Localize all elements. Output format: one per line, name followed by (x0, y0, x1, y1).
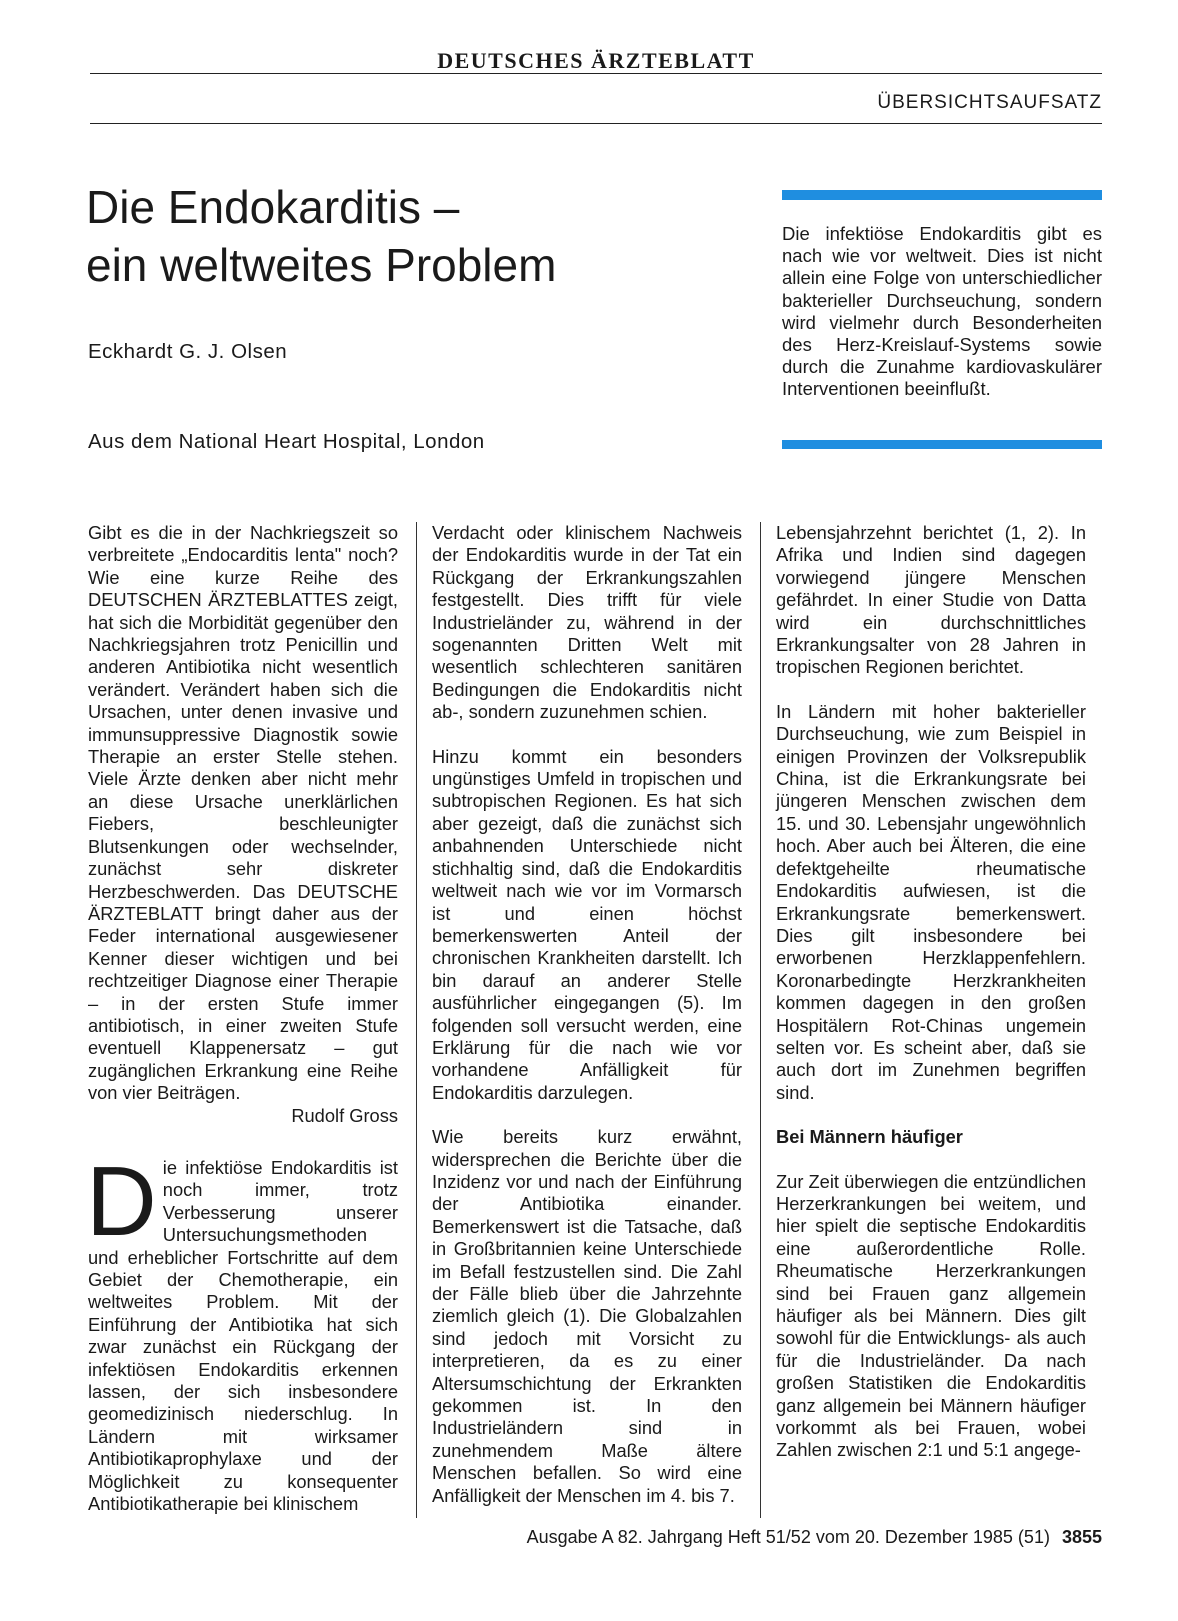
body-columns (82, 522, 1104, 1518)
column-divider-1 (416, 522, 417, 1518)
column-3 (776, 522, 1086, 1462)
body-paragraph-3-continued: Lebensjahrzehnt berichtet (1, 2). In Afrika und Indien sind dagegen vorwiegend jüngere Menschen gefährdet. In einer Studie von Datta wird ein durchschnittliches Erkrankungsalter von 28 Jahren in tropischen Regionen berichtet. (776, 522, 1086, 678)
body-paragraph-5: Zur Zeit überwiegen die entzündlichen Herzerkrankungen bei weitem, und hier spielt die septische Endokarditis eine außerordentliche Rolle. Rheumatische Herzerkrankungen sind bei Frauen ganz allgemein häufiger als bei Männern. Dies gilt sowohl für die Entwicklungs- als auch für die Industrieländer. Da nach großen Statistiken die Endokarditis ganz allgemein bei Männern häufiger vorkommt als bei Frauen, wobei Zahlen zwischen 2:1 und 5:1 angege- (776, 1170, 1086, 1461)
section-label: ÜBERSICHTSAUFSATZ (877, 92, 1102, 113)
title-line-2: ein weltweites Problem (86, 239, 557, 291)
body-paragraph-4: In Ländern mit hoher bakterieller Durchseuchung, wie zum Beispiel in einigen Provinzen der Volksrepublik China, ist die Erkrankungsrate bei jüngeren Menschen zwischen dem 15. und 30. Lebensjahr ungewöhnlich hoch. Aber auch bei Älteren, die eine defektgeheilte rheumatische Endokarditis aufwiesen, ist die Erkrankungsrate bemerkenswert. Dies gilt insbesondere bei erworbenen Herzklappenfehlern. Koronarbedingte Herzkrankheiten kommen dagegen in den großen Hospitälern Rot-Chinas ungemein selten vor. Es scheint aber, daß sie auch dort im Zunehmen begriffen sind. (776, 700, 1086, 1103)
issue-info: Ausgabe A 82. Jahrgang Heft 51/52 vom 20. Dezember 1985 (51) (526, 1527, 1050, 1547)
editorial-signature: Rudolf Gross (291, 1104, 398, 1126)
article-title (86, 178, 706, 294)
body-paragraph-1-text: ie infektiöse Endokarditis ist noch immer, trotz Verbesserung unserer Untersuchungsmethoden und erheblicher Fortschritte auf dem Gebiet der Chemotherapie, ein weltweites Problem. Mit der Einführung der Antibiotika hat sich zwar zunächst ein Rückgang der infektiösen Endokarditis erkennen lassen, der sich insbesondere geomedizinisch niederschlug. In Ländern mit wirksamer Antibiotikaprophylaxe und der Möglichkeit zu konsequenter Antibiotikatherapie bei klinischem (88, 1156, 398, 1515)
subheading: Bei Männern häufiger (776, 1126, 963, 1148)
body-paragraph-3: Wie bereits kurz erwähnt, widersprechen die Berichte über die Inzidenz vor und nach der Einführung der Antibiotika einander. Bemerkenswert ist die Tatsache, daß in Großbritannien keine Unterschiede im Befall festzustellen sind. Die Zahl der Fälle blieb über die Jahrzehnte ziemlich gleich (1). Die Globalzahlen sind jedoch mit Vorsicht zu interpretieren, da es zu einer Altersumschichtung der Erkrankten gekommen ist. In den Industrieländern sind in zunehmendem Maße ältere Menschen befallen. So wird eine Anfälligkeit der Menschen im 4. bis 7. (432, 1126, 742, 1506)
masthead-rule (90, 73, 1102, 74)
abstract-bottom-bar (782, 440, 1102, 449)
column-1 (88, 522, 398, 1515)
editorial-intro: Gibt es die in der Nachkriegszeit so verbreitete „Endocarditis lenta" noch? Wie eine kurze Reihe des DEUTSCHEN ÄRZTEBLATTES zeigt, hat sich die Morbidität gegenüber den Nachkriegsjahren trotz Penicillin und anderen Antibiotika nicht wesentlich verändert. Verändert haben sich die Ursachen, unter denen invasive und immunsuppressive Diagnostik sowie Therapie an erster Stelle stehen. Viele Ärzte denken aber nicht mehr an diese Ursache unerklärlichen Fiebers, beschleunigter Blutsenkungen oder wechselnder, zunächst sehr diskreter Herzbeschwerden. Das DEUTSCHE ÄRZTEBLATT bringt daher aus der Feder international ausgewiesener Kenner dieser wichtigen und bei rechtzeitiger Diagnose einer Therapie – in der ersten Stufe immer antibiotisch, in einer zweiten Stufe eventuell Klappenersatz – gut zugänglichen Erkrankung eine Reihe von vier Beiträgen. (88, 522, 398, 1104)
page-footer (527, 1527, 1102, 1548)
page-number: 3855 (1061, 1527, 1102, 1547)
author: Eckhardt G. J. Olsen (88, 340, 288, 363)
title-line-1: Die Endokarditis – (86, 181, 460, 233)
section-rule (90, 123, 1102, 124)
journal-masthead: DEUTSCHES ÄRZTEBLATT (437, 48, 755, 73)
abstract-top-bar (782, 190, 1102, 200)
column-divider-2 (760, 522, 761, 1518)
body-paragraph-1-continued: Verdacht oder klinischem Nachweis der Endokarditis wurde in der Tat ein Rückgang der Erkrankungszahlen festgestellt. Dies trifft für viele Industrieländer zu, während in der sogenannten Dritten Welt mit wesentlich schlechteren sanitären Bedingungen die Endokarditis nicht ab-, sondern zuzunehmen schien. (432, 522, 742, 723)
affiliation: Aus dem National Heart Hospital, London (88, 430, 485, 453)
body-paragraph-2: Hinzu kommt ein besonders ungünstiges Umfeld in tropischen und subtropischen Regionen. Es hat sich aber gezeigt, daß die zunächst sich anbahnenden Unterschiede nicht stichhaltig sind, daß die Endokarditis weltweit nach wie vor im Vormarsch ist und einen höchst bemerkenswerten Anteil der chronischen Krankheiten darstellt. Ich bin darauf an anderer Stelle ausführlicher eingegangen (5). Im folgenden soll versucht werden, eine Erklärung für die nach wie vor vorhandene Anfälligkeit für Endokarditis darzulegen. (432, 745, 742, 1103)
abstract: Die infektiöse Endokarditis gibt es nach wie vor weltweit. Dies ist nicht allein eine Folge von unterschiedlicher bakterieller Durchseuchung, sondern wird vielmehr durch Besonderheiten des Herz-Kreislauf-Systems sowie durch die Zunahme kardiovaskulärer Interventionen beeinflußt. (782, 223, 1102, 400)
dropcap: D (86, 1145, 157, 1256)
body-paragraph-1 (86, 1145, 398, 1516)
column-2 (432, 522, 742, 1507)
